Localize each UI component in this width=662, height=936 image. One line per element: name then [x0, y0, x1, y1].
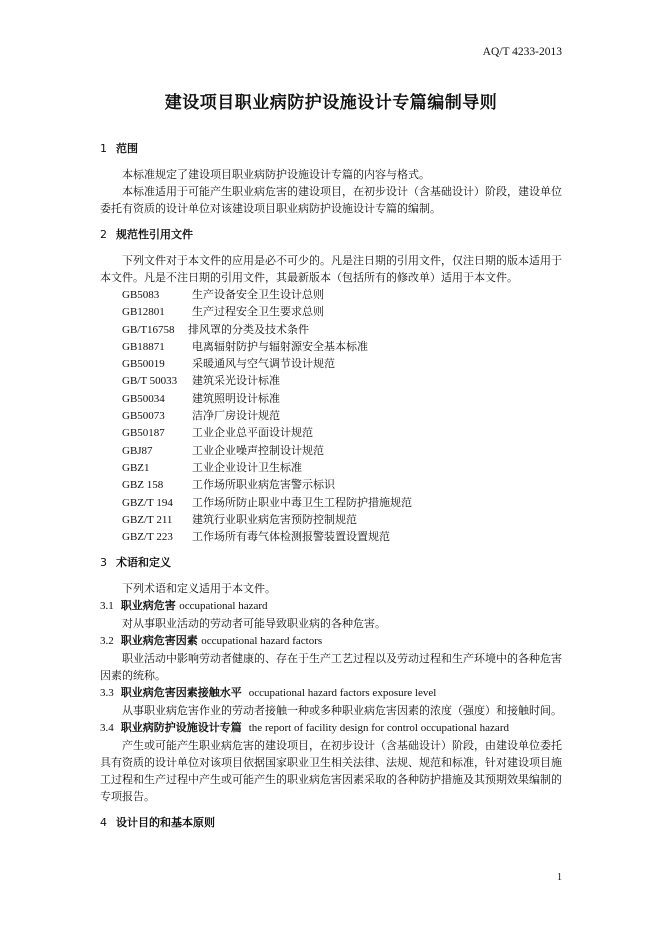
reference-code: GB50187: [122, 427, 165, 440]
term-definition: 对从事职业活动的劳动者可能导致职业病的各种危害。: [122, 617, 386, 631]
reference-code: GBJ87: [122, 444, 153, 457]
section-number: 2: [100, 228, 107, 241]
section-title: 设计目的和基本原则: [116, 816, 215, 830]
section-heading-4: [100, 814, 562, 831]
reference-item: [100, 372, 562, 389]
reference-title: 工业企业噪声控制设计规范: [192, 443, 324, 457]
reference-title: 工作场所职业病危害警示标识: [192, 478, 335, 492]
reference-title: 工作场所防止职业中毒卫生工程防护措施规范: [192, 495, 412, 509]
reference-item: [100, 476, 562, 493]
reference-title: 生产过程安全卫生要求总则: [192, 305, 324, 319]
term-english: occupational hazard: [179, 600, 268, 613]
term-number: 3.4: [100, 722, 114, 735]
reference-title: 排风罩的分类及技术条件: [188, 322, 309, 336]
paragraph: 本标准适用于可能产生职业病危害的建设项目，在初步设计（含基础设计）阶段，建设单位委托有资质的设计单位对该建设项目职业病防护设施设计专篇的编制。: [100, 185, 562, 215]
reference-title: 工业企业设计卫生标准: [192, 460, 302, 474]
section-number: 4: [100, 816, 107, 830]
term-heading: [100, 684, 562, 702]
reference-item: [100, 321, 562, 338]
term-definition: 从事职业病危害作业的劳动者接触一种或多种职业病危害因素的浓度（强度）和接触时间。: [122, 704, 562, 718]
term-english: occupational hazard factors exposure level: [248, 687, 437, 700]
term-heading: [100, 597, 562, 615]
paragraph: 下列文件对于本文件的应用是必不可少的。凡是注日期的引用文件，仅注日期的版本适用于本文件。凡是不注日期的引用文件，其最新版本（包括所有的修改单）适用于本文件。: [100, 254, 562, 284]
reference-list: [100, 286, 562, 545]
reference-code: GBZ/T 223: [122, 531, 173, 544]
reference-title: 电离辐射防护与辐射源安全基本标准: [192, 339, 368, 353]
reference-item: [100, 303, 562, 320]
term-heading: [100, 632, 562, 650]
reference-item: [100, 442, 562, 459]
term-number: 3.1: [100, 600, 114, 613]
reference-item: [100, 424, 562, 441]
reference-title: 建筑照明设计标准: [192, 391, 280, 405]
reference-item: [100, 286, 562, 303]
term-definition: 产生或可能产生职业病危害的建设项目，在初步设计（含基础设计）阶段，由建设单位委托具有资质的设计单位对该项目依据国家职业卫生相关法律、法规、规范和标准，针对建设项目施工过程和生产过程中产生或可能产生的职业病危害因素采取的各种防护措施及其预期效果编制的专项报告。: [100, 739, 562, 804]
reference-code: GB50073: [122, 410, 165, 423]
reference-item: [100, 511, 562, 528]
section-title: 范围: [116, 142, 138, 155]
section-number: 3: [100, 556, 107, 570]
term-heading: [100, 719, 562, 737]
section-title: 规范性引用文件: [116, 228, 193, 241]
document-body: [100, 140, 562, 831]
reference-item: [100, 459, 562, 476]
reference-code: GB18871: [122, 340, 165, 353]
term-english: occupational hazard factors: [201, 635, 323, 648]
document-title: 建设项目职业病防护设施设计专篇编制导则: [164, 93, 498, 113]
reference-item: [100, 355, 562, 372]
reference-title: 工业企业总平面设计规范: [192, 426, 313, 440]
reference-code: GB/T16758: [122, 323, 175, 336]
reference-title: 建筑采光设计标准: [192, 374, 280, 388]
term-chinese: 职业病危害: [120, 599, 176, 613]
term-chinese: 职业病危害因素: [120, 634, 198, 648]
reference-item: [100, 407, 562, 424]
reference-code: GB50019: [122, 358, 165, 371]
reference-code: GBZ1: [122, 461, 150, 474]
reference-title: 工作场所有毒气体检测报警装置设置规范: [192, 530, 390, 544]
term-definition: 职业活动中影响劳动者健康的、存在于生产工艺过程以及劳动过程和生产环境中的各种危害因素的统称。: [100, 652, 562, 683]
reference-item: [100, 390, 562, 407]
standard-number: AQ/T 4233-2013: [482, 46, 562, 58]
section-title: 术语和定义: [116, 556, 171, 570]
reference-title: 生产设备安全卫生设计总则: [192, 288, 324, 301]
page-number: 1: [557, 872, 562, 883]
reference-item: [100, 494, 562, 511]
paragraph: 下列术语和定义适用于本文件。: [122, 582, 276, 596]
term-chinese: 职业病防护设施设计专篇: [120, 721, 242, 735]
reference-title: 建筑行业职业病危害预防控制规范: [192, 512, 357, 526]
reference-code: GB/T 50033: [122, 375, 178, 388]
reference-code: GB50034: [122, 392, 165, 405]
reference-code: GBZ/T 194: [122, 496, 173, 509]
reference-code: GB5083: [122, 289, 160, 301]
term-chinese: 职业病危害因素接触水平: [120, 686, 242, 700]
term-number: 3.2: [100, 635, 114, 648]
section-heading-2: [100, 226, 562, 243]
reference-item: [100, 528, 562, 545]
reference-code: GBZ/T 211: [122, 513, 173, 526]
reference-title: 采暖通风与空气调节设计规范: [192, 357, 335, 371]
reference-code: GBZ 158: [122, 479, 164, 492]
reference-code: GB12801: [122, 306, 165, 319]
reference-title: 洁净厂房设计规范: [192, 409, 280, 423]
section-heading-3: [100, 554, 562, 571]
paragraph: 本标准规定了建设项目职业病防护设施设计专篇的内容与格式。: [122, 168, 430, 181]
term-english: the report of facility design for control occupational hazard: [248, 722, 509, 735]
section-heading-1: [100, 140, 562, 157]
reference-item: [100, 338, 562, 355]
section-number: 1: [100, 142, 107, 155]
term-number: 3.3: [100, 687, 114, 700]
